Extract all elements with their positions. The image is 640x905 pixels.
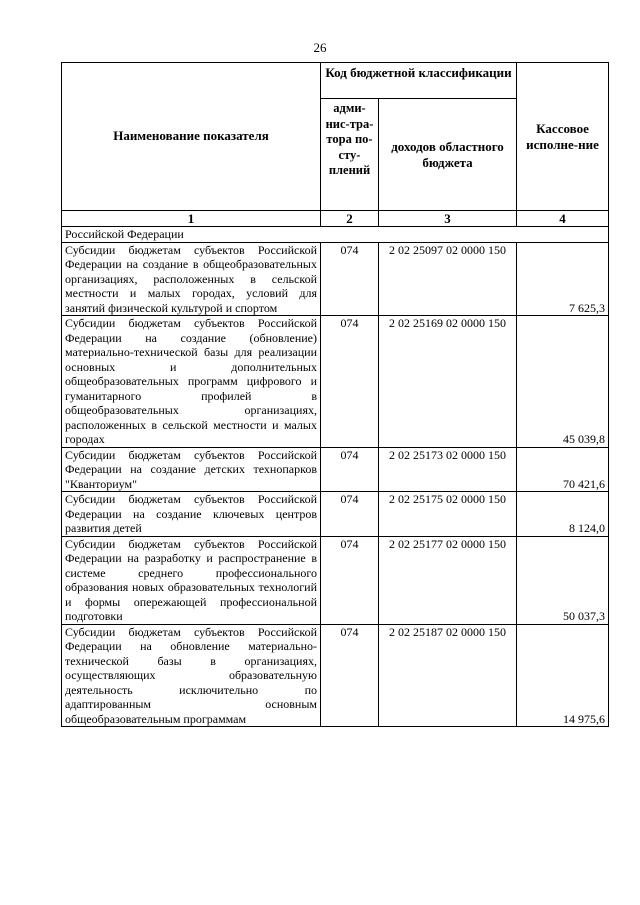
admin-code: 074	[321, 492, 379, 537]
cash-amount: 8 124,0	[517, 492, 609, 537]
column-number: 1	[62, 211, 321, 227]
header-indicator-name: Наименование показателя	[62, 63, 321, 211]
cash-amount: 70 421,6	[517, 447, 609, 492]
section-row	[62, 227, 609, 243]
table-row	[62, 242, 609, 316]
header-income-code: доходов областного бюджета	[379, 99, 517, 211]
column-number: 4	[517, 211, 609, 227]
income-code: 2 02 25169 02 0000 150	[379, 316, 517, 448]
cash-amount: 45 039,8	[517, 316, 609, 448]
indicator-name: Субсидии бюджетам субъектов Российской Федерации на разработку и распространение в системе среднего профессионального образования новых образовательных технологий и формы опережающей профессиональной подготовки	[62, 536, 321, 624]
table-row	[62, 447, 609, 492]
table-row	[62, 492, 609, 537]
admin-code: 074	[321, 242, 379, 316]
income-code: 2 02 25173 02 0000 150	[379, 447, 517, 492]
indicator-name: Субсидии бюджетам субъектов Российской Федерации на создание (обновление) материально-технической базы для реализации основных и дополнительных общеобразовательных программ цифрового и гуманитарного профилей в общеобразовательных организациях, расположенных в сельской местности и малых городах	[62, 316, 321, 448]
income-code: 2 02 25187 02 0000 150	[379, 624, 517, 727]
income-code: 2 02 25097 02 0000 150	[379, 242, 517, 316]
column-number: 2	[321, 211, 379, 227]
admin-code: 074	[321, 624, 379, 727]
page-number: 26	[313, 40, 327, 55]
cash-amount: 50 037,3	[517, 536, 609, 624]
header-cash-execution: Кассовое исполне-ние	[517, 63, 609, 211]
indicator-name: Субсидии бюджетам субъектов Российской Федерации на создание в общеобразовательных организациях, расположенных в сельской местности и малых городах, условий для занятий физической культурой и спортом	[62, 242, 321, 316]
column-number-row	[62, 211, 609, 227]
table-row	[62, 316, 609, 448]
income-code: 2 02 25177 02 0000 150	[379, 536, 517, 624]
column-number: 3	[379, 211, 517, 227]
table-row	[62, 536, 609, 624]
budget-table	[61, 62, 609, 727]
header-budget-code-group: Код бюджетной классификации	[321, 63, 517, 99]
indicator-name: Субсидии бюджетам субъектов Российской Федерации на создание ключевых центров развития детей	[62, 492, 321, 537]
header-admin-code: адми-нис-тра-тора по-сту-плений	[321, 99, 379, 211]
section-title: Российской Федерации	[62, 227, 609, 243]
admin-code: 074	[321, 536, 379, 624]
admin-code: 074	[321, 447, 379, 492]
cash-amount: 7 625,3	[517, 242, 609, 316]
header-row-top	[62, 63, 609, 99]
cash-amount: 14 975,6	[517, 624, 609, 727]
income-code: 2 02 25175 02 0000 150	[379, 492, 517, 537]
indicator-name: Субсидии бюджетам субъектов Российской Федерации на обновление материально-технической базы в организациях, осуществляющих образовательную деятельность исключительно по адаптированным основным общеобразовательным программам	[62, 624, 321, 727]
admin-code: 074	[321, 316, 379, 448]
table-row	[62, 624, 609, 727]
indicator-name: Субсидии бюджетам субъектов Российской Федерации на создание детских технопарков "Кванториум"	[62, 447, 321, 492]
